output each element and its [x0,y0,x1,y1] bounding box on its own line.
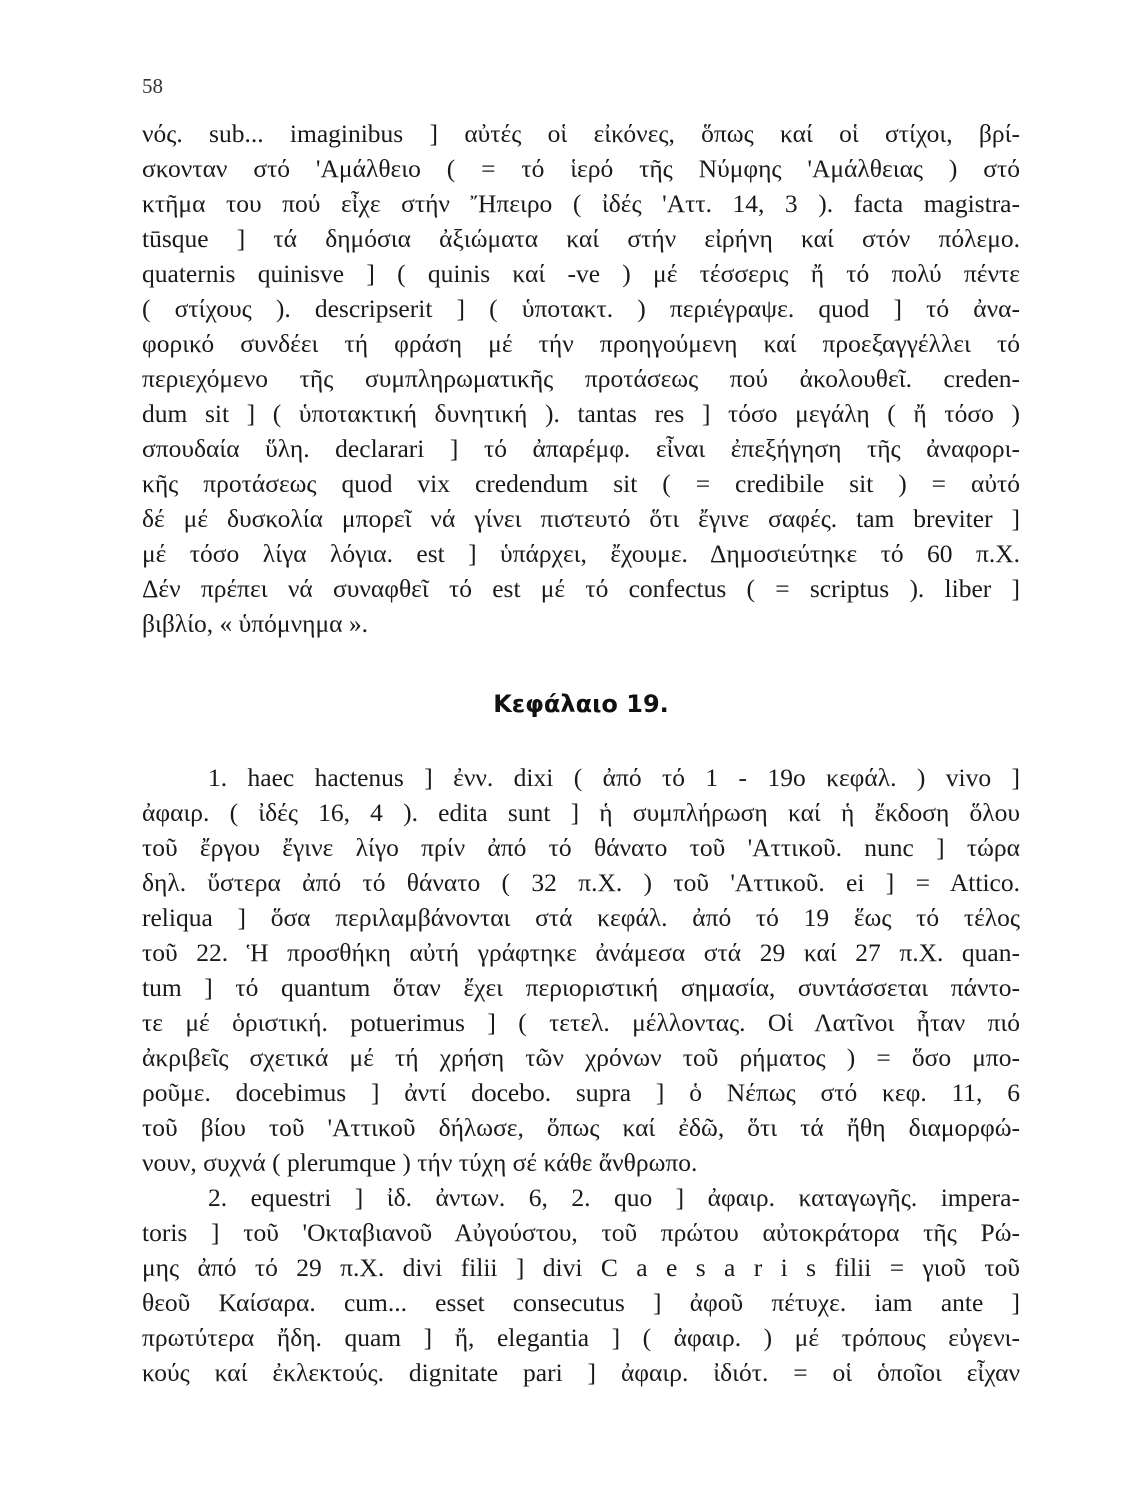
text-line: κούς καί ἐκλεκτούς. dignitate pari ] ἀφαιρ. ἰδιότ. = οἱ ὁποῖοι εἶχαν [142,1358,1020,1387]
text-line: νουν, συχνά ( plerumque ) τήν τύχη σέ κάθε ἄνθρωπο. [142,1148,698,1177]
text-line: ἀφαιρ. ( ἰδές 16, 4 ). edita sunt ] ἡ συμπλήρωση καί ἡ ἔκδοση ὅλου [142,798,1020,827]
text-line: κτῆμα του πού εἶχε στήν Ἤπειρο ( ἰδές 'Αττ. 14, 3 ). facta magistra- [142,189,1020,218]
commentary-chapter [142,760,1020,1390]
text-line: tum ] τό quantum ὅταν ἔχει περιοριστική σημασία, συντάσσεται πάντο- [142,973,1020,1002]
text-line: Δέν πρέπει νά συναφθεῖ τό est μέ τό confectus ( = scriptus ). liber ] [142,574,1020,603]
text-line: reliqua ] ὅσα περιλαμβάνονται στά κεφάλ. ἀπό τό 19 ἕως τό τέλος [142,903,1020,932]
text-line: dum sit ] ( ὑποτακτική δυνητική ). tantas res ] τόσο μεγάλη ( ἤ τόσο ) [142,399,1020,428]
commentary-top [142,116,1020,641]
text-line: φορικό συνδέει τή φράση μέ τήν προηγούμενη καί προεξαγγέλλει τό [142,329,1020,358]
text-line: quaternis quinisve ] ( quinis καί -ve ) μέ τέσσερις ἤ τό πολύ πέντε [142,259,1020,288]
text-line: δέ μέ δυσκολία μπορεῖ νά γίνει πιστευτό ὅτι ἔγινε σαφές. tam breviter ] [142,504,1020,533]
text-line: πρωτύτερα ἤδη. quam ] ἤ, elegantia ] ( ἀφαιρ. ) μέ τρόπους εὐγενι- [142,1323,1020,1352]
text-line: τοῦ 22. Ἡ προσθήκη αὐτή γράφτηκε ἀνάμεσα στά 29 καί 27 π.Χ. quan- [142,938,1020,967]
text-line: νός. sub... imaginibus ] αὐτές οἱ εἰκόνες, ὅπως καί οἱ στίχοι, βρί- [142,119,1020,148]
text-line: toris ] τοῦ 'Οκταβιανοῦ Αὐγούστου, τοῦ πρώτου αὐτοκράτορα τῆς Ρώ- [142,1218,1020,1247]
chapter-heading: Κεφάλαιο 19. [493,690,669,718]
text-line: θεοῦ Καίσαρα. cum... esset consecutus ] ἀφοῦ πέτυχε. iam ante ] [142,1288,1020,1317]
text-line: 2. equestri ] ἰδ. ἀντων. 6, 2. quo ] ἀφαιρ. καταγωγῆς. impera- [208,1183,1020,1212]
text-line: τοῦ βίου τοῦ 'Αττικοῦ δήλωσε, ὅπως καί ἐδῶ, ὅτι τά ἤθη διαμορφώ- [142,1113,1020,1142]
text-line: ( στίχους ). descripserit ] ( ὑποτακτ. ) περιέγραψε. quod ] τό ἀνα- [142,294,1020,323]
text-line: δηλ. ὕστερα ἀπό τό θάνατο ( 32 π.Χ. ) τοῦ 'Αττικοῦ. ei ] = Attico. [142,868,1020,897]
text-line: ροῦμε. docebimus ] ἀντί docebo. supra ] ὁ Νέπως στό κεφ. 11, 6 [142,1078,1020,1107]
text-line: τοῦ ἔργου ἔγινε λίγο πρίν ἀπό τό θάνατο τοῦ 'Αττικοῦ. nunc ] τώρα [142,833,1020,862]
text-line: σπουδαία ὕλη. declarari ] τό ἀπαρέμφ. εἶναι ἐπεξήγηση τῆς ἀναφορι- [142,434,1020,463]
text-line: 1. haec hactenus ] ἐνν. dixi ( ἀπό τό 1 - 19ο κεφάλ. ) vivo ] [208,763,1020,792]
text-line: σκονταν στό 'Αμάλθειο ( = τό ἱερό τῆς Νύμφης 'Αμάλθειας ) στό [142,154,1020,183]
text-line: μέ τόσο λίγα λόγια. est ] ὑπάρχει, ἔχουμε. Δημοσιεύτηκε τό 60 π.Χ. [142,539,1020,568]
page-number: 58 [142,74,163,98]
text-line: tūsque ] τά δημόσια ἀξιώματα καί στήν εἰρήνη καί στόν πόλεμο. [142,224,1020,253]
text-line: τε μέ ὁριστική. potuerimus ] ( τετελ. μέλλοντας. Οἱ Λατῖνοι ἦταν πιό [142,1008,1020,1037]
text-line: κῆς προτάσεως quod vix credendum sit ( = credibile sit ) = αὐτό [142,469,1020,498]
text-line: ἀκριβεῖς σχετικά μέ τή χρήση τῶν χρόνων τοῦ ρήματος ) = ὅσο μπο- [142,1043,1020,1072]
text-line: μης ἀπό τό 29 π.Χ. divi filii ] divi C a e s a r i s filii = γιοῦ τοῦ [142,1253,1020,1282]
paragraph-1 [142,760,1020,1180]
text-line: περιεχόμενο τῆς συμπληρωματικῆς προτάσεως πού ἀκολουθεῖ. creden- [142,364,1020,393]
text-line: βιβλίο, « ὑπόμνημα ». [142,609,368,638]
paragraph-2 [142,1180,1020,1390]
